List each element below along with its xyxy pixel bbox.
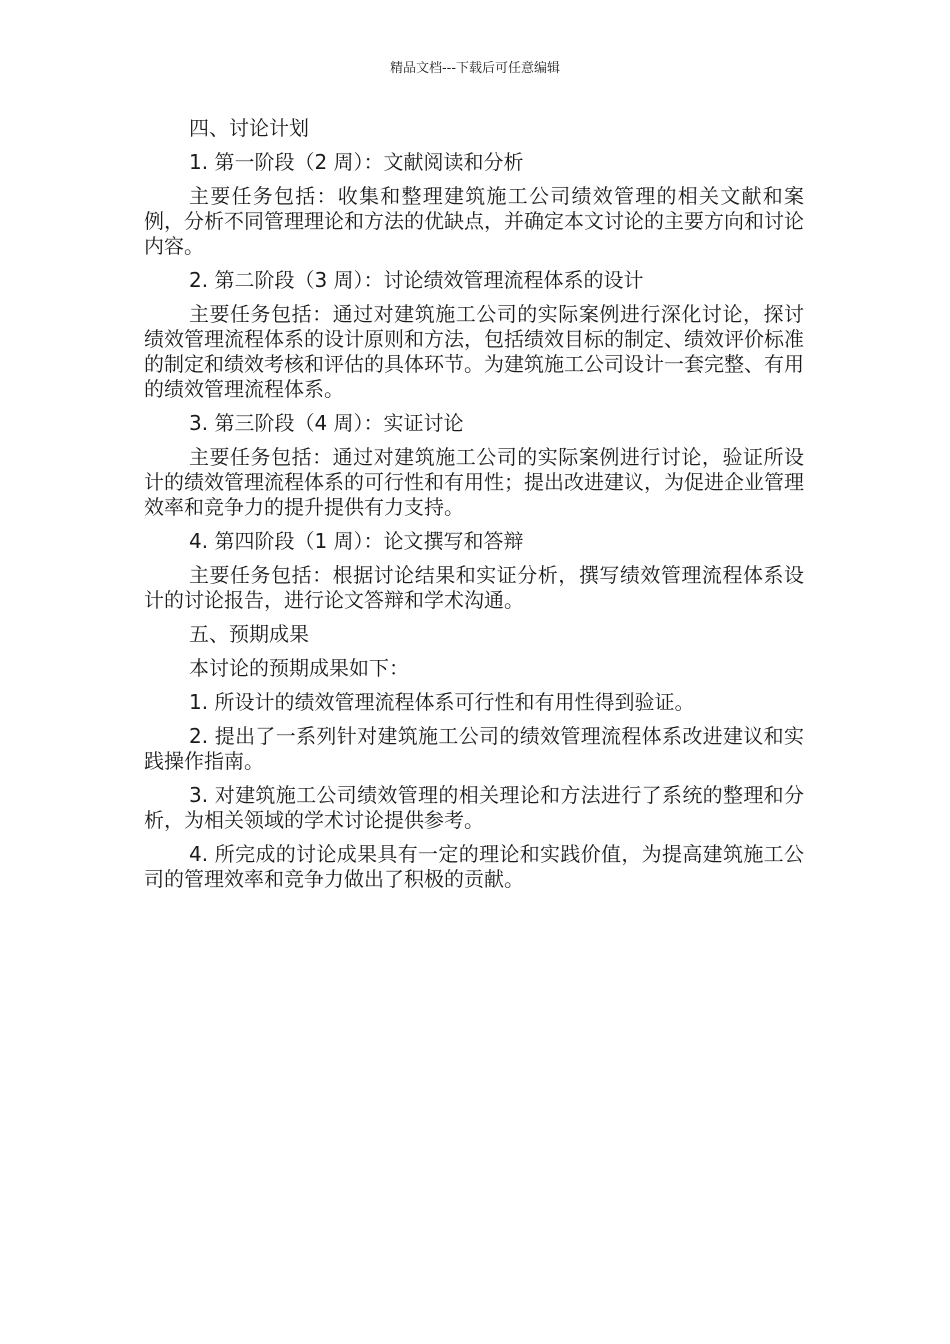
outcome-item-1: 1. 所设计的绩效管理流程体系可行性和有用性得到验证。 bbox=[189, 690, 695, 714]
stage-4-heading: 4. 第四阶段（1 周）：论文撰写和答辩 bbox=[189, 529, 524, 553]
stage-1-heading: 1. 第一阶段（2 周）：文献阅读和分析 bbox=[189, 150, 524, 174]
stage-2-tasks: 主要任务包括：通过对建筑施工公司的实际案例进行深化讨论，探讨绩效管理流程体系的设计原则和方法，包括绩效目标的制定、绩效评价标准的制定和绩效考核和评估的具体环节。为建筑施工公司设计一套完整、有用的绩效管理流程体系。 bbox=[144, 302, 804, 401]
stage-3-tasks: 主要任务包括：通过对建筑施工公司的实际案例进行讨论，验证所设计的绩效管理流程体系的可行性和有用性；提出改进建议，为促进企业管理效率和竞争力的提升提供有力支持。 bbox=[144, 445, 804, 519]
section-heading-plan: 四、讨论计划 bbox=[189, 116, 309, 140]
document-body bbox=[144, 116, 804, 901]
outcome-item-2: 2. 提出了一系列针对建筑施工公司的绩效管理流程体系改进建议和实践操作指南。 bbox=[144, 724, 804, 773]
stage-2-heading: 2. 第二阶段（3 周）：讨论绩效管理流程体系的设计 bbox=[189, 268, 644, 292]
stage-3-heading: 3. 第三阶段（4 周）：实证讨论 bbox=[189, 411, 464, 435]
outcome-item-4: 4. 所完成的讨论成果具有一定的理论和实践价值，为提高建筑施工公司的管理效率和竞争力做出了积极的贡献。 bbox=[144, 842, 804, 891]
section-heading-outcomes: 五、预期成果 bbox=[189, 622, 309, 646]
stage-1-tasks: 主要任务包括：收集和整理建筑施工公司绩效管理的相关文献和案例，分析不同管理理论和方法的优缺点，并确定本文讨论的主要方向和讨论内容。 bbox=[144, 184, 804, 258]
page-header: 精品文档---下载后可任意编辑 bbox=[389, 61, 561, 76]
stage-4-tasks: 主要任务包括：根据讨论结果和实证分析，撰写绩效管理流程体系设计的讨论报告，进行论文答辩和学术沟通。 bbox=[144, 563, 804, 612]
outcomes-intro: 本讨论的预期成果如下： bbox=[189, 656, 409, 680]
outcome-item-3: 3. 对建筑施工公司绩效管理的相关理论和方法进行了系统的整理和分析，为相关领域的学术讨论提供参考。 bbox=[144, 783, 804, 832]
